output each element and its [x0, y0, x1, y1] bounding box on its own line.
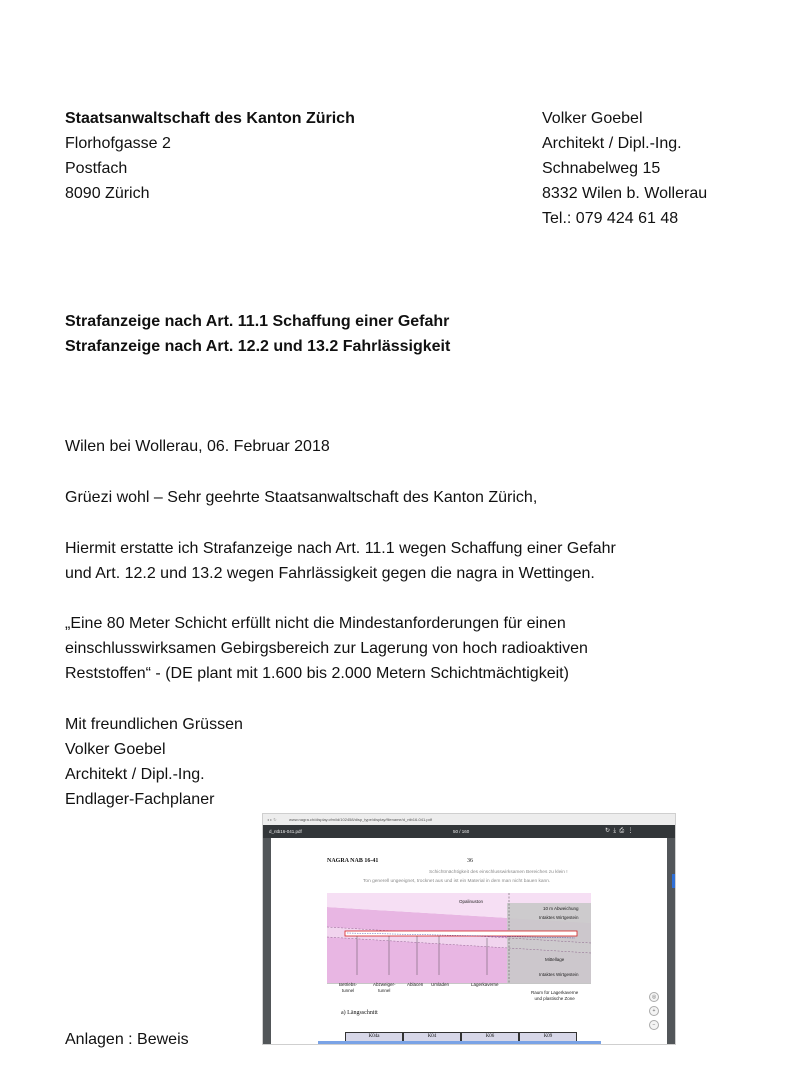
body-paragraph [65, 536, 616, 586]
table-header-cell: K06 [461, 1032, 519, 1042]
recipient-pobox: Postfach [65, 160, 128, 177]
zoom-in-icon: + [649, 1006, 659, 1016]
vertical-scrollbar-thumb [672, 874, 675, 888]
label-abzweigertunnel: Abzweiger- tunnel [373, 982, 396, 993]
pdf-page [271, 838, 667, 1044]
label-raum: Raum für Lagerkaverne und plastische Zone [531, 990, 579, 1001]
annotation-note-2: Ton generell ungeeignet, trocknet aus und ist ein Material in dem man nicht bauen kann. [363, 879, 551, 884]
body-line: und Art. 12.2 und 13.2 wegen Fahrlässigkeit gegen die nagra in Wettingen. [65, 565, 595, 582]
horizontal-scrollbar-thumb [318, 1041, 601, 1044]
table-header-cell: K09 [519, 1032, 577, 1042]
repository-tunnel [345, 931, 577, 936]
subject-line-1: Strafanzeige nach Art. 11.1 Schaffung einer Gefahr [65, 313, 450, 330]
sender-title: Architekt / Dipl.-Ing. [542, 135, 682, 152]
closing [65, 712, 243, 812]
browser-nav-icons: ◂ ▸ ↻ [267, 817, 277, 822]
recipient-street: Florhofgasse 2 [65, 135, 171, 152]
label-wirtgestein-top: Intaktes Wirtgestein [539, 915, 579, 920]
recipient-address [65, 106, 355, 206]
sender-street: Schnabelweg 15 [542, 160, 661, 177]
label-ablacen: Ablacen [407, 982, 424, 987]
sender-name: Volker Goebel [542, 110, 643, 127]
section-label: a) Längsschnitt [341, 1010, 378, 1016]
quote-paragraph [65, 611, 588, 686]
viewer-margin-right [667, 838, 675, 1044]
label-opalinuston: Opalinuston [459, 899, 484, 904]
closing-title: Architekt / Dipl.-Ing. [65, 766, 205, 783]
fit-page-icon: ◎ [649, 992, 659, 1002]
pdf-viewer-toolbar [263, 825, 675, 838]
table-header-cell: K04 [403, 1032, 461, 1042]
attachment-label: Anlagen : Beweis [65, 1031, 189, 1048]
doc-page-number: 36 [467, 858, 473, 864]
body-line: Hiermit erstatte ich Strafanzeige nach Art. 11.1 wegen Schaffung einer Gefahr [65, 540, 616, 557]
pdf-page-counter: 50 / 160 [453, 829, 470, 834]
quote-line: „Eine 80 Meter Schicht erfüllt nicht die Mindestanforderungen für einen [65, 615, 566, 632]
pdf-file-name: d_ntb16-041.pdf [269, 829, 302, 834]
table-header-cell: K04a [345, 1032, 403, 1042]
subject [65, 309, 450, 359]
closing-role: Endlager-Fachplaner [65, 791, 215, 808]
label-lagerkaverne: Lagerkaverne [471, 982, 499, 987]
recipient-city: 8090 Zürich [65, 185, 150, 202]
label-umladen: Umladen [431, 982, 450, 987]
label-mittellage: Mittellage [545, 957, 565, 962]
sender-phone: Tel.: 079 424 61 48 [542, 210, 679, 227]
sender-city: 8332 Wilen b. Wollerau [542, 185, 708, 202]
closing-name: Volker Goebel [65, 741, 166, 758]
viewer-margin-left [263, 838, 271, 1044]
recipient-name: Staatsanwaltschaft des Kanton Zürich [65, 110, 355, 127]
closing-greeting: Mit freundlichen Grüssen [65, 716, 243, 733]
zoom-out-icon: − [649, 1020, 659, 1030]
label-betriebstunnel: Betriebs- tunnel [339, 982, 358, 993]
label-abweichung: 10 m Abweichung [543, 906, 579, 911]
label-wirtgestein-bottom: Intaktes Wirtgestein [539, 972, 579, 977]
evidence-screenshot [262, 813, 676, 1045]
subject-line-2: Strafanzeige nach Art. 12.2 und 13.2 Fahrlässigkeit [65, 338, 451, 355]
doc-header: NAGRA NAB 16-41 [327, 858, 379, 864]
quote-line: einschlusswirksamen Gebirgsbereich zur Lagerung von hoch radioaktiven [65, 640, 588, 657]
quote-line: Reststoffen“ - (DE plant mit 1.600 bis 2.000 Metern Schichtmächtigkeit) [65, 665, 569, 682]
annotation-note-1: Schichtmächtigkeit des einschlusswirksamen Bereiches zu klein ! [429, 870, 568, 875]
pdf-toolbar-icons: ↻ ⤓ ⎙ ⋮ [605, 828, 634, 834]
salutation: Grüezi wohl – Sehr geehrte Staatsanwaltschaft des Kanton Zürich, [65, 489, 538, 506]
sender-address [542, 106, 707, 231]
date-line: Wilen bei Wollerau, 06. Februar 2018 [65, 438, 330, 455]
browser-url: www.nagra.ch/display.cfm/id/102458/disp_type/display/filename/d_ntb16-041.pdf [289, 817, 432, 822]
